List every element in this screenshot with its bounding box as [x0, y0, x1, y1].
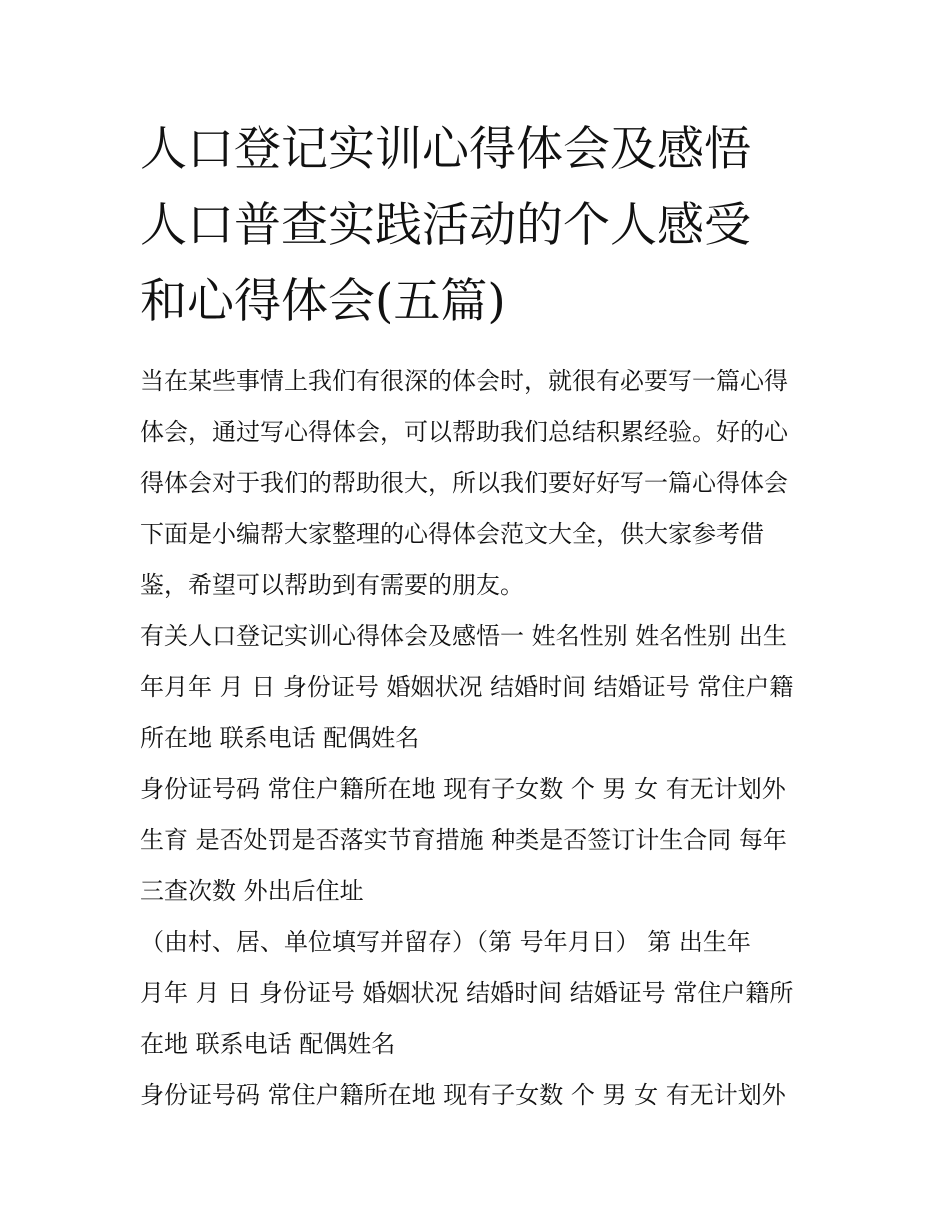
form-paragraph-3 — [140, 917, 820, 1070]
document-body — [140, 356, 820, 1121]
intro-paragraph — [140, 356, 820, 611]
form-paragraph-2 — [140, 764, 820, 917]
text-line: 有关人口登记实训心得体会及感悟一 姓名性别 姓名性别 出生 — [140, 622, 787, 650]
text-line: 身份证号码 常住户籍所在地 现有子女数 个 男 女 有无计划外 — [140, 775, 786, 803]
title-line: 和心得体会(五篇) — [140, 274, 506, 329]
form-paragraph-4 — [140, 1070, 820, 1121]
text-line: 三查次数 外出后住址 — [140, 877, 364, 905]
text-line: 年月年 月 日 身份证号 婚姻状况 结婚时间 结婚证号 常住户籍 — [140, 673, 794, 701]
form-paragraph-1 — [140, 611, 820, 764]
text-line: 鉴，希望可以帮助到有需要的朋友。 — [140, 571, 524, 599]
text-line: 当在某些事情上我们有很深的体会时，就很有必要写一篇心得 — [140, 367, 788, 395]
text-line: （由村、居、单位填写并留存）（第 号年月日） 第 出生年 — [140, 928, 751, 956]
text-line: 得体会对于我们的帮助很大，所以我们要好好写一篇心得体会 — [140, 469, 788, 497]
text-line: 下面是小编帮大家整理的心得体会范文大全，供大家参考借 — [140, 520, 764, 548]
text-line: 在地 联系电话 配偶姓名 — [140, 1030, 396, 1058]
document-title — [140, 112, 820, 340]
text-line: 身份证号码 常住户籍所在地 现有子女数 个 男 女 有无计划外 — [140, 1081, 786, 1109]
text-line: 体会，通过写心得体会，可以帮助我们总结积累经验。好的心 — [140, 418, 788, 446]
title-line: 人口普查实践活动的个人感受 — [140, 198, 751, 253]
text-line: 生育 是否处罚是否落实节育措施 种类是否签订计生合同 每年 — [140, 826, 787, 854]
title-line: 人口登记实训心得体会及感悟 — [140, 122, 751, 177]
document-page — [140, 112, 820, 1121]
text-line: 月年 月 日 身份证号 婚姻状况 结婚时间 结婚证号 常住户籍所 — [140, 979, 794, 1007]
text-line: 所在地 联系电话 配偶姓名 — [140, 724, 420, 752]
